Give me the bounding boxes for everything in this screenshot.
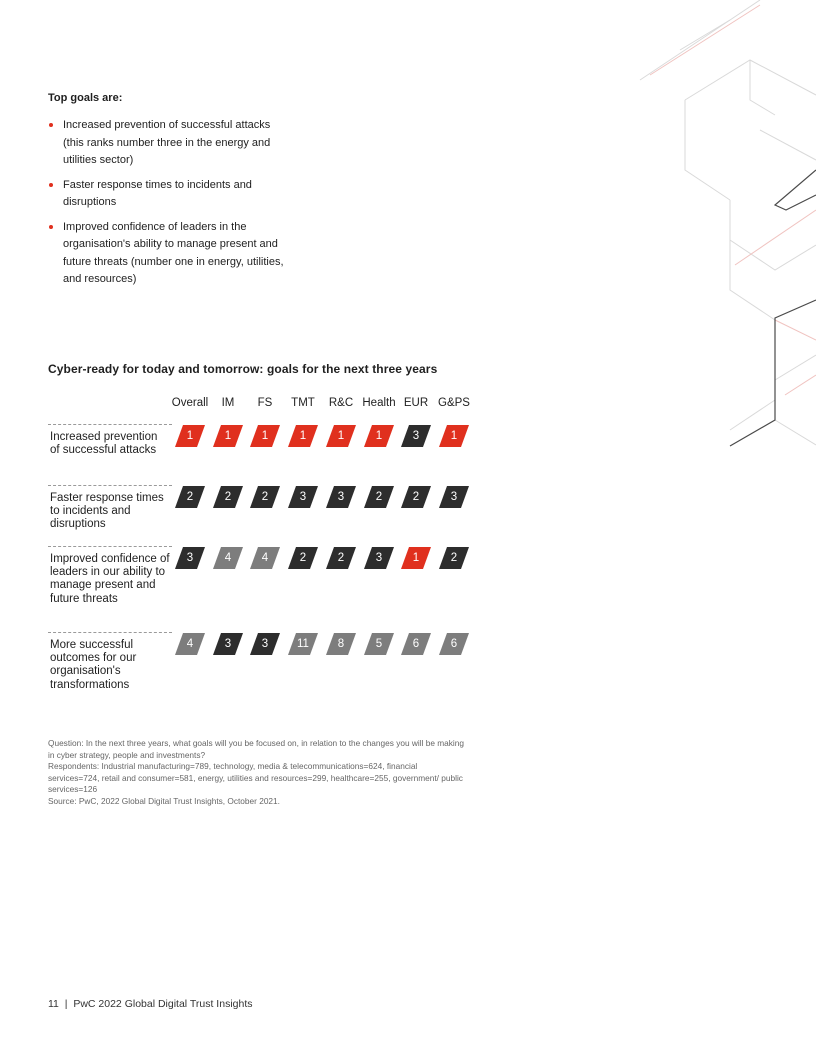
column-header: Health — [362, 397, 396, 409]
column-header: G&PS — [438, 397, 470, 409]
rank-cell — [288, 425, 318, 447]
rank-value: 4 — [224, 552, 232, 564]
chart-title: Cyber-ready for today and tomorrow: goals for the next three years — [48, 362, 438, 376]
column-header: IM — [221, 397, 235, 409]
rank-value: 11 — [297, 638, 309, 650]
rank-cell — [213, 633, 243, 655]
rank-value: 4 — [261, 552, 269, 564]
rank-cell — [326, 486, 356, 508]
rank-value: 2 — [412, 491, 420, 503]
rank-value: 1 — [337, 430, 345, 442]
goal-item — [48, 177, 288, 212]
row-divider — [48, 546, 172, 547]
rank-cell — [175, 486, 205, 508]
rank-cell — [364, 633, 394, 655]
rank-value: 1 — [224, 430, 232, 442]
bullet-icon — [49, 123, 53, 127]
goal-text: Improved confidence of leaders in the organisation's ability to manage present and future threats (number one in energy, utilities, and resources) — [63, 220, 284, 285]
column-header: R&C — [328, 397, 354, 409]
rank-cell — [439, 547, 469, 569]
page-footer — [48, 998, 253, 1010]
rank-cell — [213, 547, 243, 569]
goal-text: Faster response times to incidents and disruptions — [63, 178, 252, 208]
rank-value: 3 — [299, 491, 307, 503]
rank-cell — [288, 547, 318, 569]
footnote — [48, 738, 468, 808]
rank-cell — [401, 486, 431, 508]
column-header: FS — [257, 397, 273, 409]
rank-value: 6 — [450, 638, 458, 650]
rank-cell — [401, 425, 431, 447]
goal-text: Increased prevention of successful attacks (this ranks number three in the energy and utilities sector) — [63, 119, 271, 166]
rank-value: 1 — [299, 430, 307, 442]
rank-cell — [439, 486, 469, 508]
rank-cell — [364, 547, 394, 569]
rank-value: 3 — [224, 638, 232, 650]
rank-cell — [326, 425, 356, 447]
rank-cell — [401, 547, 431, 569]
footnote-source: Source: PwC, 2022 Global Digital Trust Insights, October 2021. — [48, 795, 280, 806]
decorative-line-art — [560, 0, 816, 470]
rank-cell — [175, 425, 205, 447]
rank-cell — [175, 633, 205, 655]
row-label: Improved confidence of leaders in our ability to manage present and future threats — [50, 553, 170, 605]
rank-cell — [439, 425, 469, 447]
row-label: Faster response times to incidents and disruptions — [50, 492, 164, 531]
rank-cell — [250, 633, 280, 655]
rank-value: 4 — [186, 638, 194, 650]
rank-value: 2 — [224, 491, 232, 503]
row-divider — [48, 485, 172, 486]
rank-value: 3 — [412, 430, 420, 442]
rank-cell — [250, 547, 280, 569]
row-label: More successful outcomes for our organisation's transformations — [50, 639, 137, 691]
rank-cell — [213, 486, 243, 508]
rank-cell — [364, 425, 394, 447]
goal-item — [48, 117, 288, 170]
column-header: EUR — [403, 397, 429, 409]
rank-value: 2 — [375, 491, 383, 503]
rank-value: 1 — [186, 430, 194, 442]
rank-value: 2 — [299, 552, 307, 564]
bullet-icon — [49, 225, 53, 229]
rank-value: 2 — [450, 552, 458, 564]
rank-cell — [288, 486, 318, 508]
rank-value: 8 — [337, 638, 345, 650]
rank-cell — [288, 633, 318, 655]
rank-cell — [250, 425, 280, 447]
rank-cell — [439, 633, 469, 655]
rank-cell — [326, 633, 356, 655]
bullet-icon — [49, 183, 53, 187]
goals-heading: Top goals are: — [48, 92, 123, 104]
publication-title: PwC 2022 Global Digital Trust Insights — [73, 998, 253, 1010]
rank-value: 1 — [261, 430, 269, 442]
rank-value: 3 — [186, 552, 194, 564]
rank-cell — [250, 486, 280, 508]
footer-separator: | — [64, 998, 68, 1010]
rank-value: 2 — [261, 491, 269, 503]
column-header: Overall — [171, 397, 209, 409]
rank-value: 3 — [450, 491, 458, 503]
rank-value: 1 — [412, 552, 420, 564]
rank-value: 3 — [375, 552, 383, 564]
rank-value: 3 — [337, 491, 345, 503]
row-divider — [48, 424, 172, 425]
footnote-question: Question: In the next three years, what goals will you be focused on, in relation to the changes you will be making in cyber strategy, people and investments? — [48, 738, 465, 760]
rank-cell — [364, 486, 394, 508]
rank-value: 3 — [261, 638, 269, 650]
column-header: TMT — [291, 397, 315, 409]
rank-value: 5 — [375, 638, 383, 650]
row-divider — [48, 632, 172, 633]
rank-cell — [401, 633, 431, 655]
row-label: Increased prevention of successful attacks — [50, 431, 158, 457]
rank-value: 1 — [375, 430, 383, 442]
rank-value: 1 — [450, 430, 458, 442]
page-number: 11 — [48, 998, 59, 1010]
footnote-respondents: Respondents: Industrial manufacturing=789, technology, media & telecommunications=624, financial services=724, retail and consumer=581, energy, utilities and resources=299, healthcare=255, government/ public services=126 — [48, 761, 463, 795]
rank-cell — [213, 425, 243, 447]
goal-item — [48, 219, 288, 289]
rank-value: 2 — [337, 552, 345, 564]
goals-list — [48, 117, 288, 296]
rank-value: 2 — [186, 491, 194, 503]
rank-value: 6 — [412, 638, 420, 650]
rank-cell — [175, 547, 205, 569]
rank-cell — [326, 547, 356, 569]
